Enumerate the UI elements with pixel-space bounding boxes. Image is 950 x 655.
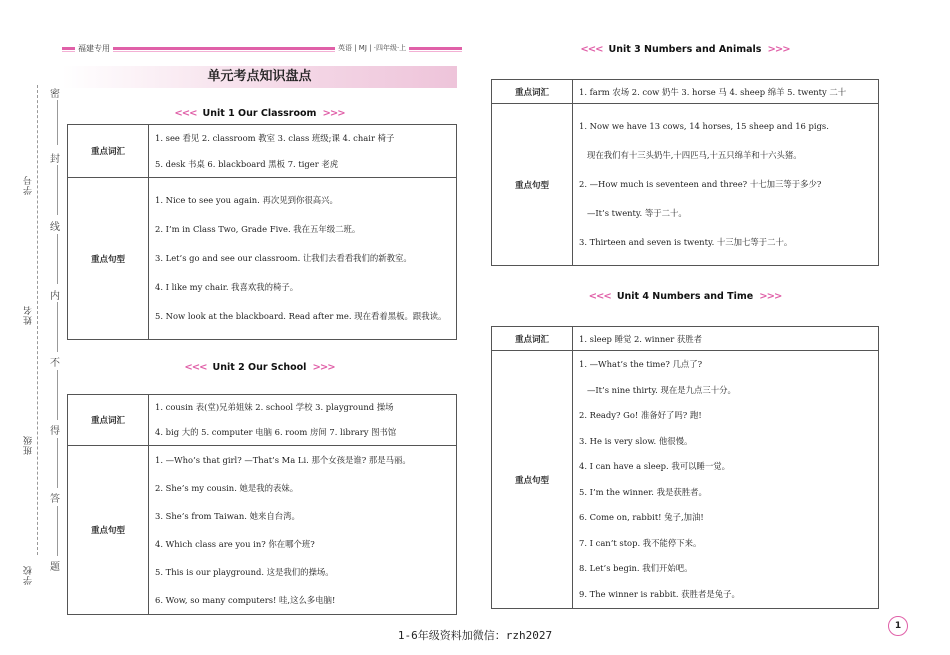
vocab-line: 4. big 大的 5. computer 电脑 6. room 房间 7. library 图书馆 bbox=[155, 427, 397, 437]
sentence-line: 8. Let’s begin. 我们开始吧。 bbox=[579, 563, 693, 573]
sentence-line: 4. I can have a sleep. 我可以睡一觉。 bbox=[579, 461, 730, 471]
seal-line bbox=[57, 165, 58, 215]
vocab-cell bbox=[149, 395, 457, 446]
sentence-label: 重点句型 bbox=[492, 104, 573, 266]
sentence-line: 6. Come on, rabbit! 兔子,加油! bbox=[579, 512, 704, 522]
unit-3-title: Unit 3 Numbers and Animals bbox=[608, 43, 762, 55]
field-student-id: 学号 bbox=[24, 175, 34, 195]
unit-4-table bbox=[491, 326, 879, 609]
vocab-cell bbox=[573, 80, 879, 104]
seal-line bbox=[57, 100, 58, 145]
arrow-right-icon: >>> bbox=[312, 361, 335, 373]
sentence-line: 3. Let’s go and see our classroom. 让我们去看看我们的新教室。 bbox=[155, 253, 412, 263]
sentence-line: 1. Nice to see you again. 再次见到你很高兴。 bbox=[155, 195, 338, 205]
vocab-label: 重点词汇 bbox=[492, 327, 573, 351]
sentence-line: 1. —What’s the time? 几点了? bbox=[579, 359, 703, 369]
sentence-line: 现在我们有十三头奶牛,十四匹马,十五只绵羊和十六头猪。 bbox=[579, 150, 802, 160]
sentence-line: 2. —How much is seventeen and three? 十七加三等于多少? bbox=[579, 179, 822, 189]
vocab-line: 1. farm 农场 2. cow 奶牛 3. horse 马 4. sheep 绵羊 5. twenty 二十 bbox=[579, 86, 847, 97]
seal-char: 答 bbox=[50, 494, 60, 505]
unit-3-heading bbox=[490, 42, 880, 56]
seal-char: 得 bbox=[50, 426, 60, 437]
field-class: 班级 bbox=[24, 435, 34, 455]
arrow-left-icon: <<< bbox=[184, 361, 207, 373]
sentence-cell bbox=[573, 351, 879, 609]
seal-line bbox=[57, 302, 58, 352]
sentence-line: 3. He is very slow. 他很慢。 bbox=[579, 435, 693, 446]
sentence-line: 5. I’m the winner. 我是获胜者。 bbox=[579, 486, 707, 497]
sentence-line: 3. Thirteen and seven is twenty. 十三加七等于二十。 bbox=[579, 237, 793, 247]
page-title: 单元考点知识盘点 bbox=[62, 66, 457, 88]
sentence-line: 3. She’s from Taiwan. 她来自台湾。 bbox=[155, 511, 300, 521]
seal-char: 不 bbox=[50, 358, 60, 369]
unit-3-table bbox=[491, 79, 879, 266]
header-subject: 英语 | MJ | ·四年级·上 bbox=[335, 43, 409, 53]
vocab-cell bbox=[149, 125, 457, 178]
sentence-cell bbox=[149, 178, 457, 340]
sentence-line: 9. The winner is rabbit. 获胜者是兔子。 bbox=[579, 588, 740, 599]
sentence-line: 2. I’m in Class Two, Grade Five. 我在五年级二班。 bbox=[155, 224, 361, 234]
seal-char: 题 bbox=[50, 562, 60, 573]
unit-1-title: Unit 1 Our Classroom bbox=[202, 107, 317, 119]
sentence-label: 重点句型 bbox=[68, 446, 149, 615]
unit-4-heading bbox=[490, 289, 880, 303]
sentence-line: 6. Wow, so many computers! 哇,这么多电脑! bbox=[155, 595, 336, 605]
sentence-line: —It’s nine thirty. 现在是九点三十分。 bbox=[579, 384, 736, 395]
arrow-left-icon: <<< bbox=[580, 43, 603, 55]
unit-2-table bbox=[67, 394, 457, 615]
unit-2-heading bbox=[62, 360, 457, 374]
field-name: 姓名 bbox=[24, 305, 34, 325]
sentence-line: —It’s twenty. 等于二十。 bbox=[579, 208, 687, 218]
sentence-line: 2. Ready? Go! 准备好了吗? 跑! bbox=[579, 410, 702, 420]
seal-char: 密 bbox=[50, 89, 60, 100]
sentence-label: 重点句型 bbox=[492, 351, 573, 609]
seal-line bbox=[57, 234, 58, 284]
sentence-line: 1. —Who’s that girl? —That’s Ma Li. 那个女孩是谁? 那是马丽。 bbox=[155, 455, 411, 465]
seal-line bbox=[57, 506, 58, 556]
sentence-line: 7. I can’t stop. 我不能停下来。 bbox=[579, 537, 702, 548]
seal-char: 线 bbox=[50, 222, 60, 233]
vocab-line: 5. desk 书桌 6. blackboard 黑板 7. tiger 老虎 bbox=[155, 159, 339, 169]
vocab-cell bbox=[573, 327, 879, 351]
unit-1-table bbox=[67, 124, 457, 340]
sentence-line: 1. Now we have 13 cows, 14 horses, 15 sheep and 16 pigs. bbox=[579, 121, 829, 131]
vocab-line: 1. see 看见 2. classroom 教室 3. class 班级;课 4. chair 椅子 bbox=[155, 133, 395, 143]
seal-line bbox=[57, 370, 58, 420]
seal-char: 内 bbox=[50, 291, 60, 302]
arrow-right-icon: >>> bbox=[322, 107, 345, 119]
seal-line bbox=[57, 438, 58, 488]
vocab-label: 重点词汇 bbox=[68, 395, 149, 446]
page-number: 1 bbox=[888, 616, 908, 636]
unit-2-title: Unit 2 Our School bbox=[212, 361, 307, 373]
arrow-right-icon: >>> bbox=[759, 290, 782, 302]
vocab-line: 1. cousin 表(堂)兄弟姐妹 2. school 学校 3. playground 操场 bbox=[155, 402, 394, 412]
unit-4-title: Unit 4 Numbers and Time bbox=[616, 290, 754, 302]
sentence-cell bbox=[149, 446, 457, 615]
vocab-line: 1. sleep 睡觉 2. winner 获胜者 bbox=[579, 333, 703, 344]
seal-char: 封 bbox=[50, 154, 60, 165]
vocab-label: 重点词汇 bbox=[492, 80, 573, 104]
sentence-line: 4. I like my chair. 我喜欢我的椅子。 bbox=[155, 282, 299, 292]
arrow-left-icon: <<< bbox=[174, 107, 197, 119]
sentence-line: 5. This is our playground. 这是我们的操场。 bbox=[155, 567, 334, 577]
vocab-label: 重点词汇 bbox=[68, 125, 149, 178]
sentence-line: 4. Which class are you in? 你在哪个班? bbox=[155, 539, 315, 549]
sentence-label: 重点句型 bbox=[68, 178, 149, 340]
sentence-line: 5. Now look at the blackboard. Read after me. 现在看着黑板。跟我读。 bbox=[155, 311, 447, 321]
arrow-left-icon: <<< bbox=[588, 290, 611, 302]
binding-dashed-line bbox=[37, 85, 39, 555]
arrow-right-icon: >>> bbox=[767, 43, 790, 55]
header-tag: 福建专用 bbox=[75, 43, 113, 54]
field-school: 学校 bbox=[24, 565, 34, 585]
sentence-line: 2. She’s my cousin. 她是我的表妹。 bbox=[155, 483, 299, 493]
sentence-cell bbox=[573, 104, 879, 266]
unit-1-heading bbox=[62, 106, 457, 120]
footer-note: 1-6年级资料加微信：rzh2027 bbox=[397, 629, 553, 642]
